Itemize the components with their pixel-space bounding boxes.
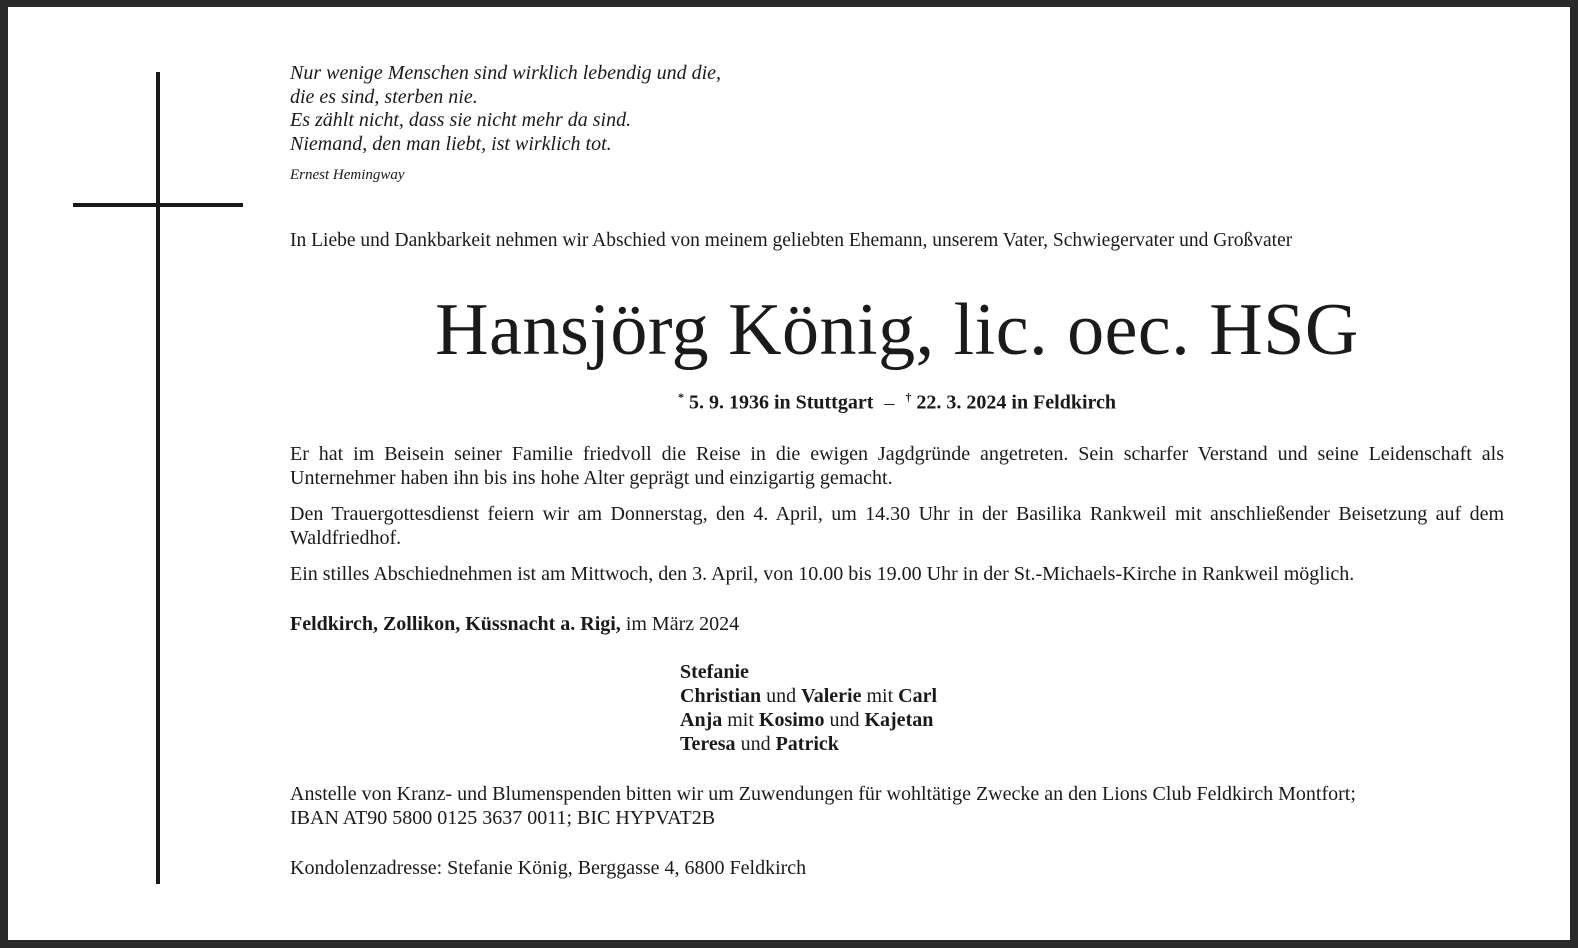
family-member: Teresa xyxy=(680,733,736,755)
date: im März 2024 xyxy=(625,613,740,635)
donation-note xyxy=(290,782,1504,830)
conjunction: und xyxy=(766,685,797,707)
family-row xyxy=(680,708,937,732)
cross-horizontal-bar xyxy=(73,203,243,207)
conjunction: und xyxy=(740,733,771,755)
paragraph-life: Er hat im Beisein seiner Familie friedvoll die Reise in die ewigen Jagdgründe angetreten. Sein scharfer Verstand und seine Leidenschaft als Unternehmer haben ihn bis ins hohe Alter geprägt und einzigartig gemacht. xyxy=(290,443,1504,489)
family-member: Kosimo xyxy=(758,709,825,731)
family-member: Patrick xyxy=(775,733,839,755)
family-member: Stefanie xyxy=(680,661,749,683)
bank-details: IBAN AT90 5800 0125 3637 0011; BIC HYPVAT2B xyxy=(290,807,716,829)
death-date: 22. 3. 2024 in Feldkirch xyxy=(916,391,1117,414)
places: Feldkirch, Zollikon, Küssnacht a. Rigi, xyxy=(290,613,621,635)
cross-vertical-bar xyxy=(156,72,160,884)
family-member: Valerie xyxy=(801,685,862,707)
deceased-name: Hansjörg König, lic. oec. HSG xyxy=(435,289,1359,371)
birth-symbol: * xyxy=(677,390,684,404)
intro-text: In Liebe und Dankbarkeit nehmen wir Abschied von meinem geliebten Ehemann, unserem Vater, Schwiegervater und Großvater xyxy=(290,230,1293,251)
family-signature xyxy=(680,660,937,756)
family-row xyxy=(680,732,937,756)
life-dates xyxy=(290,390,1504,415)
donation-line: Anstelle von Kranz- und Blumenspenden bitten wir um Zuwendungen für wohltätige Zwecke an den Lions Club Feldkirch Montfort; xyxy=(290,783,1356,805)
family-row xyxy=(680,660,937,684)
family-member: Carl xyxy=(898,685,938,707)
quote-line: Nur wenige Menschen sind wirklich lebendig und die, xyxy=(290,62,722,84)
quote-block xyxy=(290,62,721,156)
quote-line: die es sind, sterben nie. xyxy=(290,85,478,108)
family-member: Christian xyxy=(680,685,762,707)
family-member: Kajetan xyxy=(864,709,934,731)
paragraph-farewell: Ein stilles Abschiednehmen ist am Mittwoch, den 3. April, von 10.00 bis 19.00 Uhr in der St.-Michaels-Kirche in Rankweil möglich. xyxy=(290,563,1355,585)
death-symbol: † xyxy=(905,390,912,404)
quote-line: Niemand, den man liebt, ist wirklich tot. xyxy=(290,132,612,155)
birth-date: 5. 9. 1936 in Stuttgart xyxy=(688,391,874,414)
condolence-address: Kondolenzadresse: Stefanie König, Berggasse 4, 6800 Feldkirch xyxy=(290,857,807,879)
date-separator: – xyxy=(884,391,895,414)
conjunction: mit xyxy=(866,685,894,707)
paragraph-funeral: Den Trauergottesdienst feiern wir am Donnerstag, den 4. April, um 14.30 Uhr in der Basilika Rankweil mit anschließender Beisetzung auf dem Waldfriedhof. xyxy=(290,503,1504,549)
conjunction: mit xyxy=(727,709,754,731)
family-row xyxy=(680,684,937,708)
family-member: Anja xyxy=(680,709,723,731)
quote-line: Es zählt nicht, dass sie nicht mehr da sind. xyxy=(290,109,632,131)
quote-author: Ernest Hemingway xyxy=(290,167,405,183)
place-date-line xyxy=(290,613,739,636)
conjunction: und xyxy=(829,709,860,731)
